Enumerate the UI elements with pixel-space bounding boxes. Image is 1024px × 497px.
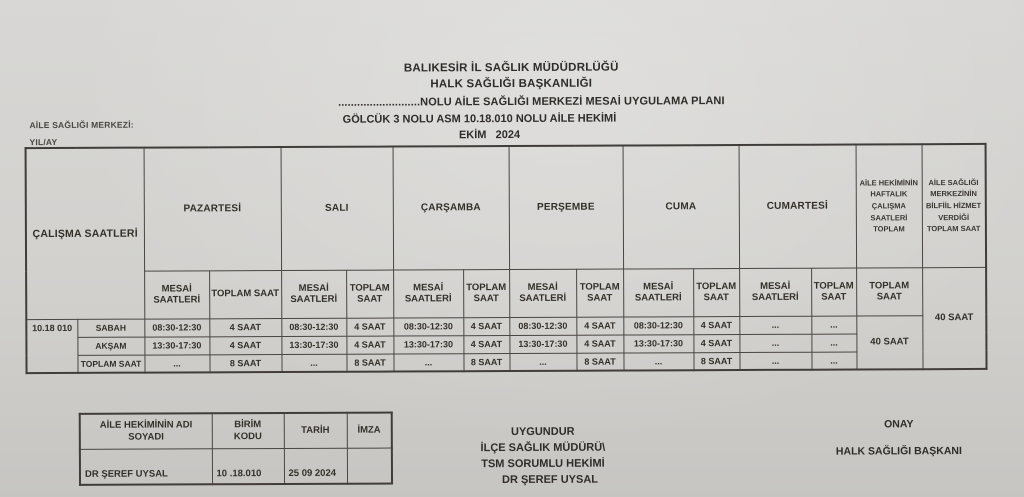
hours-cell: 4 SAAT [576,317,623,335]
day-header-thursday: PERŞEMBE [509,146,624,269]
corner-header: ÇALIŞMA SAATLERİ [26,148,145,320]
time-cell: 13:30-17:30 [393,335,463,353]
time-cell: ... [393,353,463,371]
asm-label: AİLE SAĞLIĞI MERKEZİ: [29,119,134,131]
mesai-subheader: MESAİ SAATLERİ [393,269,463,317]
hours-cell: 8 SAAT [209,354,281,372]
day-header-tuesday: SALI [281,147,394,270]
hours-cell: 4 SAAT [576,335,623,353]
mesai-subheader: MESAİ SAATLERİ [144,270,209,318]
time-cell: ... [740,352,812,370]
toplam-subheader: TOPLAM SAAT [576,269,623,317]
time-cell: 13:30-17:30 [509,335,576,353]
title-line-1: BALIKESİR İL SAĞLIK MÜDÜDRLÜĞÜ [403,61,619,75]
approver-doctor-name: DR ŞEREF UYSAL [501,473,599,487]
date-value-cell: 25 09 2024 [284,448,347,484]
toplam-subheader: TOPLAM SAAT [463,269,509,317]
hours-cell: 4 SAAT [463,317,509,335]
approval-right-block [836,418,962,458]
district-health-director-title: İLÇE SAĞLIK MÜDÜRÜ\ [480,441,606,455]
hours-cell: ... [812,351,857,369]
doctor-name-cell: DR ŞEREF UYSAL [80,448,212,485]
approval-center-block [480,424,605,489]
title-line-2: HALK SAĞLIĞI BAŞKANLIĞI [430,77,593,91]
time-cell: ... [509,353,576,371]
row-label-evening: AKŞAM [77,337,144,355]
year-month-label: YIL/AY [29,136,58,148]
time-cell: ... [739,334,811,352]
toplam-subheader: TOPLAM SAAT [209,270,281,318]
hours-cell: ... [811,315,856,333]
day-header-monday: PAZARTESİ [144,147,282,271]
weekly-total-header: AİLE HEKİMİNİN HAFTALIK ÇALIŞMA SAATLERİ TOPLAM [856,144,923,267]
hours-cell: 4 SAAT [463,335,509,353]
mesai-subheader: MESAİ SAATLERİ [509,269,576,317]
time-cell: 13:30-17:30 [144,336,209,354]
hours-cell: 4 SAAT [693,334,739,352]
schedule-table [25,143,988,374]
doctor-name-header: AİLE HEKİMİNİN ADI SOYADI [80,413,212,449]
time-cell: ... [739,316,811,334]
time-cell: 13:30-17:30 [281,336,346,354]
hours-cell: ... [811,333,856,351]
time-cell: 08:30-12:30 [393,317,463,335]
time-cell: 08:30-12:30 [623,316,693,334]
unit-code-value-cell: 10 .18.010 [212,448,284,484]
date-header: TARİH [284,413,347,448]
approval-status-text: UYGUNDUR [510,425,575,439]
toplam-subheader: TOPLAM SAAT [693,268,739,316]
onay-title: ONAY [884,418,914,431]
day-header-saturday: CUMARTESİ [739,144,857,268]
row-label-total: TOPLAM SAAT [77,355,144,373]
hours-cell: 4 SAAT [209,336,281,354]
row-label-morning: SABAH [77,319,144,337]
time-cell: 08:30-12:30 [509,317,576,335]
toplam-subheader: TOPLAM SAAT [346,270,393,318]
title-line-4: GÖLCÜK 3 NOLU ASM 10.18.010 NOLU AİLE HEKİMİ [342,112,617,126]
doctor-info-table [79,412,393,486]
day-header-wednesday: ÇARŞAMBA [393,146,510,270]
hours-cell: 8 SAAT [693,352,739,370]
mesai-subheader: MESAİ SAATLERİ [739,268,811,316]
hours-cell: 8 SAAT [346,354,393,372]
title-line-5: EKİM 2024 [458,128,521,142]
signature-header: İMZA [347,413,392,448]
time-cell: 13:30-17:30 [623,334,693,352]
public-health-president-title: HALK SAĞLIĞI BAŞKANI [835,445,962,458]
weekly-total-value: 40 SAAT [856,315,922,369]
mesai-subheader: MESAİ SAATLERİ [623,268,693,316]
hours-cell: 4 SAAT [346,336,393,354]
mesai-subheader: MESAİ SAATLERİ [281,270,346,318]
toplam-subheader: TOPLAM SAAT [811,267,856,315]
asm-total-header: AİLE SAĞLIĞI MERKEZİNİN BİLFİİL HİZMET VERDİĞİ TOPLAM SAAT [922,144,987,267]
signature-cell [347,448,392,484]
hours-cell: 4 SAAT [693,316,739,334]
day-header-friday: CUMA [623,145,740,269]
time-cell: ... [144,354,209,372]
hours-cell: 8 SAAT [463,353,509,371]
time-cell: ... [623,352,693,370]
hours-cell: 4 SAAT [346,318,393,336]
asm-total-value: 40 SAAT [922,267,986,369]
title-line-3: ..........................NOLU AİLE SAĞLIĞI MERKEZİ MESAİ UYGULAMA PLANI [338,95,725,109]
weekly-toplam-subheader: TOPLAM SAAT [856,267,922,315]
hours-cell: 8 SAAT [576,353,623,371]
time-cell: 08:30-12:30 [144,318,209,336]
tsm-responsible-doctor-title: TSM SORUMLU HEKİMİ [481,457,605,471]
time-cell: ... [281,354,346,372]
hours-cell: 4 SAAT [209,318,281,336]
unit-code-cell: 10.18 010 [26,319,77,373]
unit-code-header: BİRİM KODU [212,413,284,448]
time-cell: 08:30-12:30 [281,318,346,336]
